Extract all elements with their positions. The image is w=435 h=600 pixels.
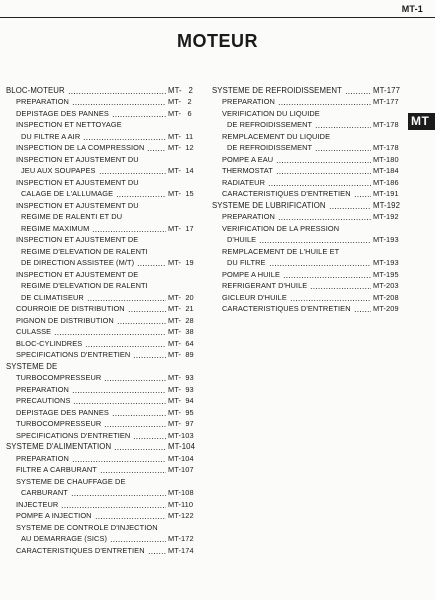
- toc-entry: [6, 475, 198, 487]
- dot-leader: [116, 196, 166, 197]
- toc-entry: [6, 360, 198, 372]
- dot-leader: [72, 392, 166, 393]
- toc-entry: [6, 452, 198, 464]
- toc-entry: [212, 107, 403, 119]
- toc-entry: [6, 395, 198, 407]
- toc-entry-title: REGIME DE RALENTI ET DU: [21, 212, 123, 221]
- dot-leader: [112, 116, 166, 117]
- toc-entry-page: MT-208: [373, 292, 399, 302]
- toc-entry-title: VERIFICATION DE LA PRESSION: [222, 223, 340, 233]
- toc-entry-title: DE DIRECTION ASSISTEE (M/T): [21, 258, 135, 267]
- toc-entry-title: INSPECTION ET AJUSTEMENT DU: [16, 200, 139, 210]
- dot-leader: [147, 150, 166, 151]
- toc-entry: [212, 130, 403, 142]
- toc-entry: [6, 383, 198, 395]
- toc-entry-page: MT- 20: [168, 292, 194, 302]
- header-rule: [0, 17, 435, 18]
- dot-leader: [54, 334, 166, 335]
- toc-right-column: [212, 84, 403, 314]
- toc-entry: [6, 521, 198, 533]
- toc-entry-title: POMPE A INJECTION: [16, 511, 92, 520]
- dot-leader: [104, 426, 166, 427]
- toc-entry-page: MT-192: [373, 200, 401, 210]
- toc-entry-page: MT-110: [168, 499, 194, 509]
- toc-entry-title: BLOC-CYLINDRES: [16, 338, 83, 348]
- toc-entry: [6, 429, 198, 441]
- toc-entry: [6, 533, 198, 545]
- dot-leader: [110, 541, 166, 542]
- toc-entry-page: MT-192: [373, 212, 399, 221]
- toc-entry: [212, 84, 403, 96]
- toc-entry: [6, 544, 198, 556]
- toc-entry: [6, 268, 198, 280]
- toc-entry-page: MT-108: [168, 488, 194, 497]
- toc-entry-page: MT- 14: [168, 166, 194, 175]
- toc-entry: [6, 153, 198, 165]
- toc-entry-title: SYSTEME D'ALIMENTATION: [6, 442, 112, 451]
- dot-leader: [71, 495, 166, 496]
- toc-entry-page: MT- 11: [168, 131, 194, 141]
- toc-entry-title: TURBOCOMPRESSEUR: [16, 419, 102, 428]
- toc-entry-title: INJECTEUR: [16, 499, 59, 509]
- toc-entry: [6, 487, 198, 499]
- toc-entry-title: DE REFROIDISSEMENT: [227, 120, 313, 129]
- dot-leader: [72, 461, 166, 462]
- toc-entry: [6, 176, 198, 188]
- toc-entry-title: COURROIE DE DISTRIBUTION: [16, 304, 125, 313]
- dot-leader: [133, 438, 166, 439]
- toc-entry-title: INSPECTION ET NETTOYAGE: [16, 120, 122, 129]
- toc-entry-title: PREPARATION: [16, 97, 69, 106]
- toc-entry: [6, 188, 198, 200]
- toc-entry-title: INSPECTION ET AJUSTEMENT DE: [16, 269, 139, 279]
- toc-entry: [212, 291, 403, 303]
- toc-entry: [212, 245, 403, 257]
- toc-entry-page: MT-104: [168, 442, 196, 451]
- toc-entry-page: MT- 38: [168, 327, 194, 336]
- dot-leader: [278, 104, 371, 105]
- toc-entry-page: MT-178: [373, 143, 399, 152]
- toc-entry-page: MT-174: [168, 545, 194, 555]
- dot-leader: [87, 300, 166, 301]
- toc-entry-page: MT- 19: [168, 258, 194, 267]
- dot-leader: [100, 472, 166, 473]
- toc-entry: [6, 280, 198, 292]
- toc-entry-title: RADIATEUR: [222, 177, 266, 187]
- toc-entry-title: SYSTEME DE: [6, 361, 58, 371]
- dot-leader: [114, 449, 166, 450]
- toc-entry: [6, 303, 198, 315]
- toc-entry-page: MT- 12: [168, 143, 194, 152]
- section-tab: MT: [408, 113, 435, 130]
- toc-entry-page: MT- 95: [168, 407, 194, 417]
- dot-leader: [268, 185, 371, 186]
- toc-entry-page: MT- 93: [168, 384, 194, 394]
- dot-leader: [95, 518, 166, 519]
- toc-entry-page: MT- 64: [168, 338, 194, 348]
- toc-entry-title: REGIME D'ELEVATION DE RALENTI: [21, 246, 148, 256]
- toc-entry: [6, 234, 198, 246]
- toc-entry: [6, 372, 198, 384]
- dot-leader: [83, 139, 166, 140]
- dot-leader: [290, 300, 371, 301]
- toc-entry-title: PRECAUTIONS: [16, 396, 71, 405]
- toc-entry-title: CARACTERISTIQUES D'ENTRETIEN: [16, 545, 145, 555]
- dot-leader: [276, 173, 371, 174]
- toc-entry: [6, 165, 198, 177]
- toc-entry-page: MT-177: [373, 85, 401, 95]
- dot-leader: [354, 196, 371, 197]
- toc-entry-title: TURBOCOMPRESSEUR: [16, 373, 102, 382]
- toc-entry-title: GICLEUR D'HUILE: [222, 292, 287, 302]
- toc-entry-title: DU FILTRE: [227, 258, 266, 267]
- toc-entry-page: MT- 28: [168, 315, 194, 325]
- toc-entry-title: DEPISTAGE DES PANNES: [16, 407, 109, 417]
- toc-entry-title: BLOC-MOTEUR: [6, 85, 65, 95]
- dot-leader: [283, 277, 371, 278]
- toc-entry-page: MT- 21: [168, 304, 194, 313]
- toc-entry-page: MT-193: [373, 258, 399, 267]
- dot-leader: [117, 323, 166, 324]
- toc-entry: [212, 268, 403, 280]
- toc-entry-page: MT- 94: [168, 396, 194, 405]
- toc-entry-title: REGIME D'ELEVATION DE RALENTI: [21, 281, 148, 290]
- dot-leader: [315, 127, 371, 128]
- toc-entry: [6, 498, 198, 510]
- toc-entry: [212, 257, 403, 269]
- toc-entry-title: REGIME MAXIMUM: [21, 223, 90, 233]
- toc-entry: [6, 314, 198, 326]
- dot-leader: [99, 173, 166, 174]
- dot-leader: [269, 265, 371, 266]
- toc-entry-page: MT- 2: [168, 97, 192, 106]
- toc-entry-page: MT- 15: [168, 189, 194, 198]
- dot-leader: [128, 311, 166, 312]
- toc-entry: [6, 107, 198, 119]
- toc-entry-title: CALAGE DE L'ALLUMAGE: [21, 189, 114, 198]
- toc-entry: [212, 234, 403, 246]
- toc-entry: [212, 153, 403, 165]
- toc-entry-title: PREPARATION: [16, 384, 69, 394]
- page-title: MOTEUR: [177, 31, 258, 51]
- toc-entry-title: INSPECTION ET AJUSTEMENT DE: [16, 235, 139, 244]
- dot-leader: [133, 357, 166, 358]
- toc-entry-page: MT-122: [168, 511, 194, 520]
- toc-entry-page: MT-186: [373, 177, 399, 187]
- dot-leader: [72, 104, 166, 105]
- dot-leader: [329, 208, 371, 209]
- toc-entry: [6, 211, 198, 223]
- dot-leader: [85, 346, 166, 347]
- dot-leader: [276, 162, 371, 163]
- toc-entry-page: MT- 17: [168, 223, 194, 233]
- toc-entry: [6, 199, 198, 211]
- toc-entry-title: SYSTEME DE REFROIDISSEMENT: [212, 85, 342, 95]
- toc-entry-title: THERMOSTAT: [222, 166, 273, 175]
- toc-entry: [6, 291, 198, 303]
- toc-entry-title: SYSTEME DE CHAUFFAGE DE: [16, 476, 126, 486]
- dot-leader: [112, 415, 166, 416]
- toc-entry-title: INSPECTION DE LA COMPRESSION: [16, 143, 145, 152]
- toc-entry: [6, 130, 198, 142]
- toc-entry: [212, 176, 403, 188]
- dot-leader: [92, 231, 166, 232]
- dot-leader: [345, 93, 371, 94]
- toc-entry-title: SPECIFICATIONS D'ENTRETIEN: [16, 430, 131, 440]
- toc-entry-title: INSPECTION ET AJUSTEMENT DU: [16, 154, 139, 164]
- toc-entry: [212, 222, 403, 234]
- toc-entry: [212, 119, 403, 131]
- toc-entry: [6, 337, 198, 349]
- toc-left-column: [6, 84, 198, 556]
- toc-entry: [6, 464, 198, 476]
- toc-entry-title: REMPLACEMENT DE L'HUILE ET: [222, 246, 340, 256]
- toc-entry: [212, 165, 403, 177]
- toc-entry: [212, 142, 403, 154]
- toc-entry-title: POMPE A EAU: [222, 154, 274, 164]
- dot-leader: [137, 265, 166, 266]
- toc-entry-title: PREPARATION: [222, 97, 275, 106]
- toc-entry-page: MT-180: [373, 154, 399, 164]
- toc-entry: [212, 96, 403, 108]
- toc-entry-page: MT-178: [373, 120, 399, 129]
- toc-entry-title: SPECIFICATIONS D'ENTRETIEN: [16, 350, 131, 359]
- toc-entry-title: AU DEMARRAGE (SICS): [21, 534, 108, 543]
- toc-entry-title: VERIFICATION DU LIQUIDE: [222, 108, 320, 118]
- dot-leader: [73, 403, 166, 404]
- dot-leader: [310, 288, 371, 289]
- dot-leader: [278, 219, 371, 220]
- toc-entry: [6, 119, 198, 131]
- toc-entry-title: CARBURANT: [21, 488, 68, 497]
- toc-entry-page: MT-209: [373, 304, 399, 313]
- toc-entry-page: MT- 89: [168, 350, 194, 359]
- toc-entry-title: JEU AUX SOUPAPES: [21, 166, 96, 175]
- dot-leader: [68, 93, 166, 94]
- toc-entry-page: MT-195: [373, 269, 399, 279]
- toc-entry-title: D'HUILE: [227, 235, 257, 244]
- page-label: MT-1: [401, 4, 423, 14]
- toc-entry: [6, 257, 198, 269]
- toc-entry-page: MT-103: [168, 430, 194, 440]
- toc-entry-title: DU FILTRE A AIR: [21, 131, 81, 141]
- toc-entry-page: MT-104: [168, 453, 194, 463]
- toc-entry: [6, 245, 198, 257]
- toc-entry-title: DE REFROIDISSEMENT: [227, 143, 313, 152]
- toc-entry: [6, 418, 198, 430]
- dot-leader: [354, 311, 371, 312]
- toc-entry-title: PREPARATION: [222, 212, 275, 221]
- toc-entry-title: DEPISTAGE DES PANNES: [16, 108, 109, 118]
- toc-entry-page: MT-177: [373, 97, 399, 106]
- toc-entry-title: POMPE A HUILE: [222, 269, 280, 279]
- dot-leader: [148, 553, 166, 554]
- toc-entry-title: REFRIGERANT D'HUILE: [222, 281, 308, 290]
- toc-entry-title: PIGNON DE DISTRIBUTION: [16, 315, 114, 325]
- toc-entry: [212, 199, 403, 211]
- toc-entry: [6, 326, 198, 338]
- dot-leader: [259, 242, 371, 243]
- toc-entry: [212, 211, 403, 223]
- toc-entry-page: MT-193: [373, 235, 399, 244]
- toc-entry-page: MT- 2: [168, 85, 193, 95]
- toc-entry-title: CULASSE: [16, 327, 52, 336]
- toc-entry-title: CARACTERISTIQUES D'ENTRETIEN: [222, 304, 351, 313]
- toc-entry-title: INSPECTION ET AJUSTEMENT DU: [16, 177, 139, 187]
- toc-entry-page: MT- 97: [168, 419, 194, 428]
- toc-entry: [212, 303, 403, 315]
- dot-leader: [315, 150, 371, 151]
- toc-entry-page: MT-191: [373, 189, 399, 198]
- toc-entry-page: MT-172: [168, 534, 194, 543]
- toc-entry-title: PREPARATION: [16, 453, 69, 463]
- toc-entry: [6, 406, 198, 418]
- toc-entry: [6, 349, 198, 361]
- toc-entry: [6, 96, 198, 108]
- toc-entry: [6, 84, 198, 96]
- toc-entry: [212, 280, 403, 292]
- toc-entry-page: MT- 6: [168, 108, 192, 118]
- toc-entry-title: CARACTERISTIQUES D'ENTRETIEN: [222, 189, 351, 198]
- toc-entry-title: DE CLIMATISEUR: [21, 292, 84, 302]
- toc-entry-title: SYSTEME DE LUBRIFICATION: [212, 200, 326, 210]
- toc-entry-page: MT-184: [373, 166, 399, 175]
- toc-entry: [6, 510, 198, 522]
- toc-entry-title: FILTRE A CARBURANT: [16, 465, 97, 474]
- toc-entry-page: MT-203: [373, 281, 399, 290]
- toc-entry-page: MT-107: [168, 465, 194, 474]
- toc-entry: [212, 188, 403, 200]
- toc-entry: [6, 142, 198, 154]
- toc-entry: [6, 441, 198, 453]
- toc-entry-title: SYSTEME DE CONTROLE D'INJECTION: [16, 522, 158, 532]
- dot-leader: [61, 507, 166, 508]
- dot-leader: [104, 380, 166, 381]
- toc-entry-title: REMPLACEMENT DU LIQUIDE: [222, 131, 331, 141]
- toc-entry-page: MT- 93: [168, 373, 194, 382]
- toc-entry: [6, 222, 198, 234]
